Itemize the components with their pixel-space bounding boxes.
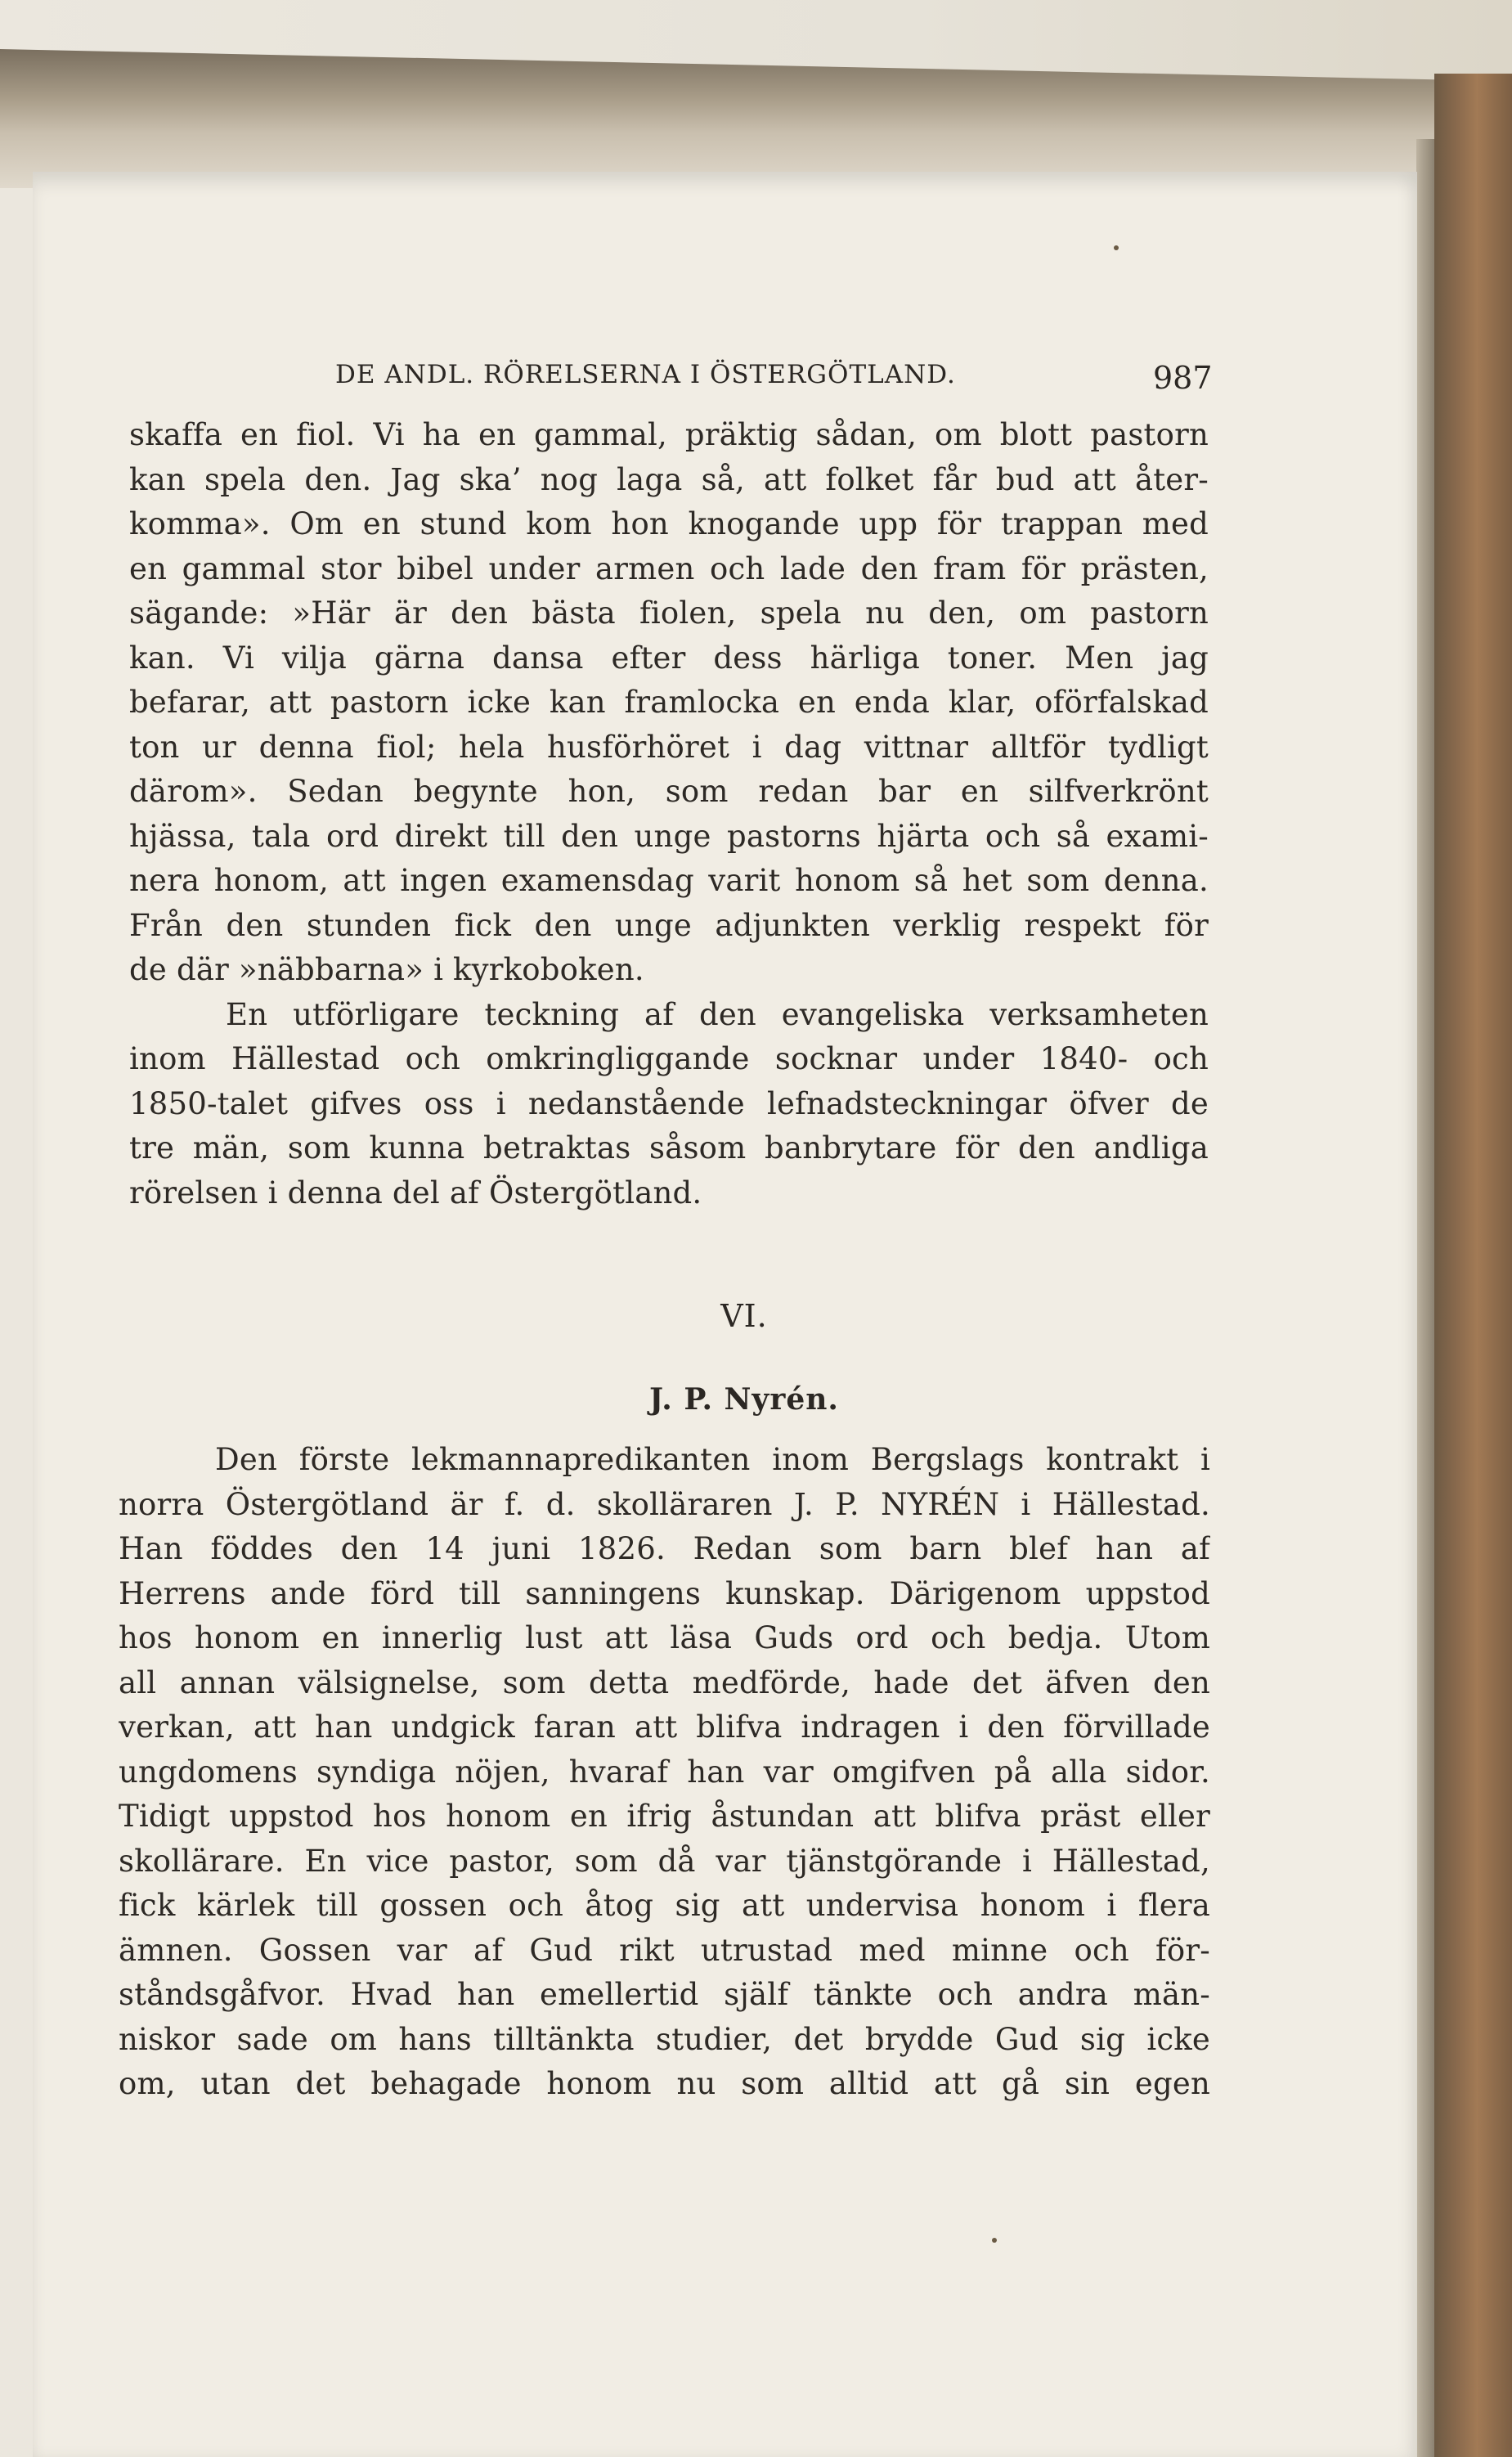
text-line: 1850-talet gifves oss i nedanstående lefnadsteckningar öfver de — [129, 1085, 1209, 1121]
text-line: ungdomens syndiga nöjen, hvaraf han var omgifven på alla sidor. — [119, 1754, 1210, 1790]
text-line: rörelsen i denna del af Östergötland. — [129, 1175, 702, 1211]
text-line: hjässa, tala ord direkt till den unge pastorns hjärta och så exami- — [129, 818, 1209, 854]
text-line: Han föddes den 14 juni 1826. Redan som barn blef han af — [119, 1531, 1210, 1566]
text-line: inom Hällestad och omkringliggande socknar under 1840- och — [129, 1041, 1209, 1076]
text-line: niskor sade om hans tilltänkta studier, det brydde Gud sig icke — [119, 2021, 1210, 2057]
body-text — [129, 413, 1209, 1215]
text-line: Herrens ande förd till sanningens kunskap. Därigenom uppstod — [119, 1575, 1210, 1611]
text-line: Den förste lekmannapredikanten inom Bergslags kontrakt i — [215, 1442, 1210, 1477]
text-line: om, utan det behagade honom nu som alltid att gå sin egen — [119, 2066, 1210, 2101]
text-line: de där »näbbarna» i kyrkoboken. — [129, 952, 644, 987]
text-line: kan spela den. Jag ska’ nog laga så, att folket får bud att åter- — [129, 461, 1209, 497]
text-line: komma». Om en stund kom hon knogande upp för trappan med — [129, 506, 1209, 541]
text-line: nera honom, att ingen examensdag varit honom så het som denna. — [129, 863, 1209, 898]
text-line: ton ur denna fiol; hela husförhöret i dag vittnar alltför tydligt — [129, 729, 1209, 765]
text-line: norra Östergötland är f. d. skolläraren J. P. NYRÉN i Hällestad. — [119, 1486, 1210, 1522]
text-line: kan. Vi vilja gärna dansa efter dess härliga toner. Men jag — [129, 640, 1209, 676]
text-line: Från den stunden fick den unge adjunkten verklig respekt för — [129, 907, 1209, 943]
book-binding-edge — [1416, 139, 1434, 2457]
text-line: ämnen. Gossen var af Gud rikt utrustad med minne och för- — [119, 1932, 1210, 1968]
text-line: hos honom en innerlig lust att läsa Guds ord och bedja. Utom — [119, 1620, 1210, 1655]
text-line: sägande: »Här är den bästa fiolen, spela nu den, om pastorn — [129, 595, 1209, 631]
text-line: En utförligare teckning af den evangeliska verksamheten — [226, 996, 1209, 1032]
text-line: tre män, som kunna betraktas såsom banbrytare för den andliga — [129, 1130, 1209, 1166]
paper-speck — [992, 2238, 997, 2243]
text-line: all annan välsignelse, som detta medförde, hade det äfven den — [119, 1664, 1210, 1700]
book-cover — [1434, 74, 1512, 2457]
text-line: skollärare. En vice pastor, som då var tjänstgörande i Hällestad, — [119, 1843, 1210, 1879]
text-line: en gammal stor bibel under armen och lade den fram för prästen, — [129, 550, 1209, 586]
text-line: verkan, att han undgick faran att blifva indragen i den förvillade — [119, 1709, 1210, 1745]
text-line: befarar, att pastorn icke kan framlocka en enda klar, oförfalskad — [129, 685, 1209, 720]
text-line: fick kärlek till gossen och åtog sig att undervisa honom i flera — [119, 1888, 1210, 1923]
section-title: J. P. Nyrén. — [649, 1382, 839, 1417]
text-line: skaffa en fiol. Vi ha en gammal, präktig sådan, om blott pastorn — [129, 417, 1209, 452]
text-line: ståndsgåfvor. Hvad han emellertid själf tänkte och andra män- — [119, 1977, 1210, 2012]
text-line: därom». Sedan begynte hon, som redan bar en silfverkrönt — [129, 774, 1209, 809]
page-number: 987 — [1153, 360, 1213, 396]
section-body-text — [119, 1438, 1210, 2107]
paper-speck — [1114, 245, 1119, 250]
section-numeral: VI. — [720, 1298, 768, 1334]
running-head: DE ANDL. RÖRELSERNA I ÖSTERGÖTLAND. — [335, 360, 956, 389]
text-line: Tidigt uppstod hos honom en ifrig åstundan att blifva präst eller — [119, 1799, 1210, 1834]
